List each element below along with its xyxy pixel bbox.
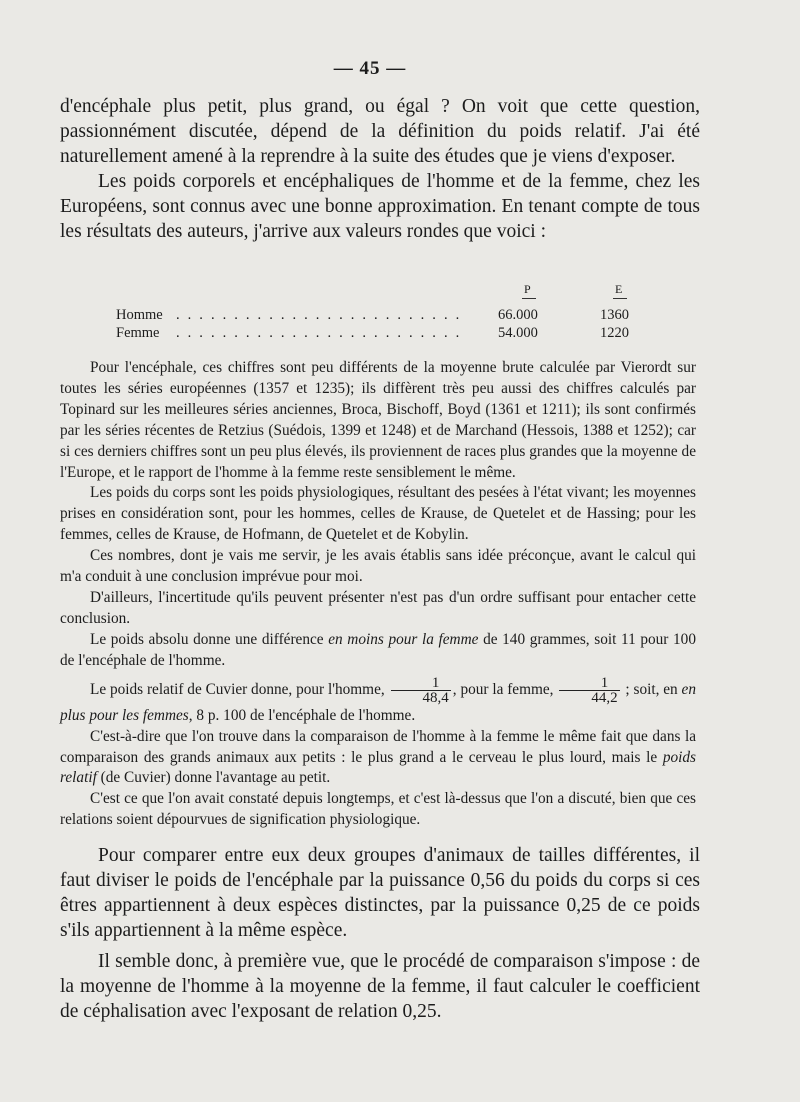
text-span: de 140 grammes, soit 11 pour 100 de l'encéphale de l'homme.: [60, 630, 696, 669]
emphasis: poids relatif: [60, 748, 696, 787]
note-paragraph: D'ailleurs, l'incertitude qu'ils peuvent présenter n'est pas d'un ordre suffisant pour entacher cette conclusion.: [60, 588, 696, 627]
row-label: Homme: [116, 307, 163, 323]
row-value-p: 66.000: [498, 307, 538, 323]
text-span: , pour la femme,: [452, 680, 558, 698]
row-value-e: 1220: [600, 325, 629, 341]
conclusion-paragraph-2: Il semble donc, à première vue, que le procédé de comparaison s'impose : de la moyenne de l'homme à la moyenne de la femme, il faut calculer le coefficient de céphalisation avec l'exposant de relation 0,25.: [60, 951, 700, 1022]
intro-paragraph-1: d'encéphale plus petit, plus grand, ou égal ? On voit que cette question, passionnément discutée, dépend de la définition du poids relatif. J'ai été naturellement amené à la reprendre à la suite des études que je viens d'exposer.: [60, 96, 700, 167]
fraction-female: [559, 676, 619, 705]
intro-paragraph-2: Les poids corporels et encéphaliques de l'homme et de la femme, chez les Européens, sont connus avec une bonne approximation. En tenant compte de tous les résultats des auteurs, j'arrive aux valeurs rondes que voici :: [60, 171, 700, 242]
fraction-denominator: 44,2: [591, 689, 618, 706]
table-row: [116, 325, 636, 343]
fraction-male: [391, 676, 451, 705]
note-paragraph: Pour l'encéphale, ces chiffres sont peu différents de la moyenne brute calculée par Vierordt sur toutes les séries européennes (1357 et 1235); ils diffèrent très peu aussi des chiffres calculés par Topinard sur les meilleures séries anciennes, Broca, Bischoff, Boyd (1361 et 1211); ils sont confirmés par les séries récentes de Retzius (Suédois, 1399 et 1248) et de Marchand (Hessois, 1388 et 1252); car si ces derniers chiffres sont un peu plus élevés, ils proviennent de races plus grandes que la moyenne de l'Europe, et le rapport de l'homme à la femme reste sensiblement le même.: [60, 359, 696, 481]
column-header-p: P: [524, 282, 531, 296]
note-paragraph: Ces nombres, dont je vais me servir, je les avais établis sans idée préconçue, avant le calcul qui m'a conduit à une conclusion imprévue pour moi.: [60, 547, 696, 586]
row-value-e: 1360: [600, 307, 629, 323]
fraction-denominator: 48,4: [422, 689, 449, 706]
text-span: ; soit, en: [621, 680, 682, 698]
text-span: Le poids absolu donne une différence: [90, 630, 329, 648]
text-span: (de Cuvier) donne l'avantage au petit.: [96, 769, 331, 787]
text-span: C'est-à-dire que l'on trouve dans la comparaison de l'homme à la femme le même fait que dans la comparaison des grands animaux aux petits : le plus grand a le cerveau le plus lourd, mais le: [60, 727, 696, 766]
note-paragraph: C'est ce que l'on avait constaté depuis longtemps, et c'est là-dessus que l'on a discuté, bien que ces relations soient dépourvues de signification physiologique.: [60, 790, 696, 829]
conclusion-section: [60, 843, 700, 1024]
note-paragraph: Les poids du corps sont les poids physiologiques, résultant des pesées à l'état vivant; les moyennes prises en considération sont, pour les hommes, celles de Krause, de Quetelet et de Hassing; pour les femmes, celles de Krause, de Hofmann, de Quetelet et de Kobylin.: [60, 484, 696, 544]
absolute-weight-paragraph: [60, 630, 696, 672]
emphasis: en moins pour la femme: [328, 630, 479, 648]
notes-section: [60, 358, 696, 831]
intro-section: [60, 94, 700, 244]
column-rule-p: [522, 298, 536, 299]
row-leader-dots: . . . . . . . . . . . . . . . . . . . . . . . . .: [176, 325, 462, 341]
text-span: Le poids relatif de Cuvier donne, pour l'homme,: [90, 680, 389, 698]
conclusion-paragraph-1: Pour comparer entre eux deux groupes d'animaux de tailles différentes, il faut diviser le poids de l'encéphale par la puissance 0,56 du poids du corps si ces êtres appartiennent à deux espèces distinctes, par la puissance 0,25 de ce poids s'ils appartiennent à la même espèce.: [60, 845, 700, 941]
column-rule-e: [613, 298, 627, 299]
text-span: , 8 p. 100 de l'encéphale de l'homme.: [188, 706, 416, 724]
relative-weight-paragraph: [60, 676, 696, 727]
page-number: — 45 —: [333, 58, 407, 79]
row-label: Femme: [116, 325, 160, 341]
table-row: [116, 307, 636, 325]
comparison-paragraph: [60, 727, 696, 790]
column-header-e: E: [615, 282, 623, 296]
row-leader-dots: . . . . . . . . . . . . . . . . . . . . . . . . .: [176, 307, 462, 323]
row-value-p: 54.000: [498, 325, 538, 341]
fraction-numerator: 1: [391, 676, 451, 691]
fraction-numerator: 1: [559, 676, 619, 691]
emphasis: en plus pour les femmes: [60, 680, 696, 724]
